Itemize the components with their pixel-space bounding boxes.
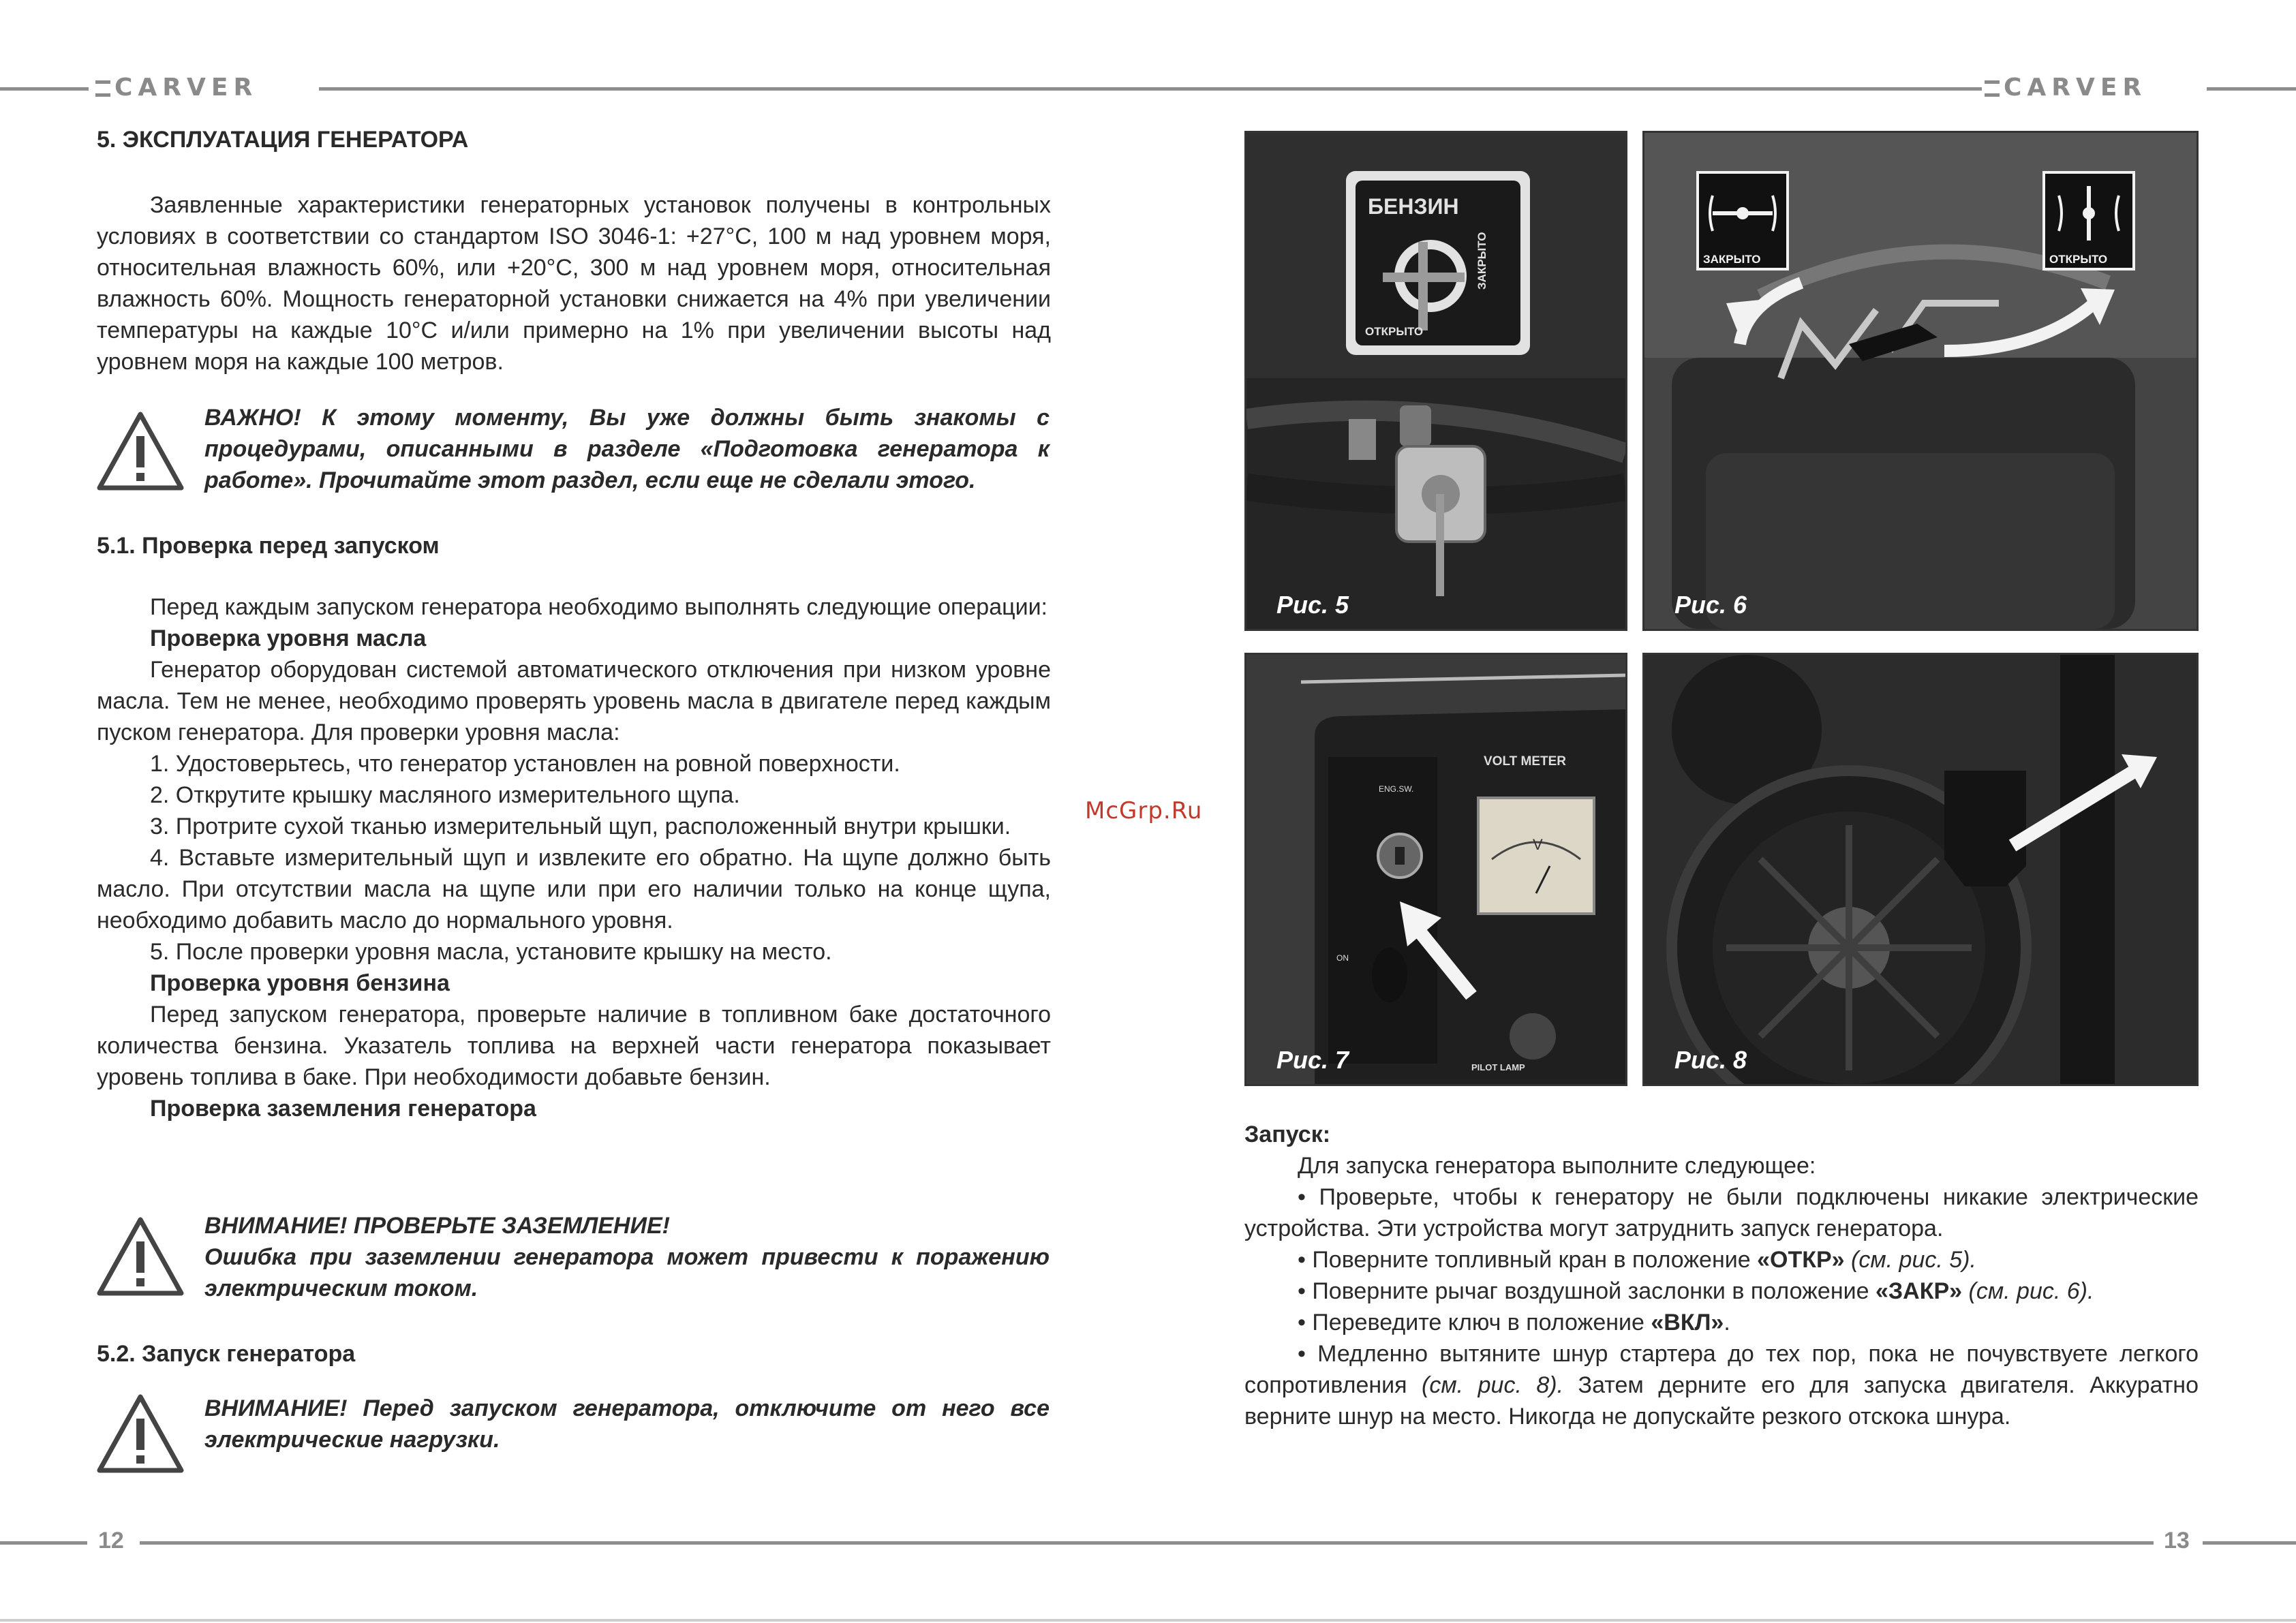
- footer-rule-left: [0, 1541, 87, 1545]
- warning-box-important: [95, 402, 1050, 504]
- fig6-label-left: ЗАКРЫТО: [1703, 253, 1761, 266]
- warning-text-loads: ВНИМАНИЕ! Перед запуском генератора, отключите от него все электрические нагрузки.: [204, 1395, 1050, 1453]
- oil-step: 2. Открутите крышку масляного измерительного щупа.: [150, 782, 740, 808]
- step-text: • Медленно вытяните шнур стартера до тех пор, пока не почувствуете легкого сопротивления: [1244, 1341, 2199, 1398]
- start-title: Запуск:: [1244, 1122, 1331, 1147]
- fig5-label-closed: ЗАКРЫТО: [1475, 232, 1488, 290]
- step-text: • Поверните рычаг воздушной заслонки в положение: [1298, 1278, 1876, 1304]
- figure-7-caption: Рис. 7: [1276, 1046, 1349, 1074]
- step-text: • Переведите ключ в положение: [1298, 1310, 1651, 1335]
- step-figure-ref: (см. рис. 6).: [1962, 1278, 2094, 1304]
- fig5-label-fuel: БЕНЗИН: [1368, 194, 1459, 219]
- start-step-devices: • Проверьте, чтобы к генератору не были подключены никакие электрические устройства. Эти устройства могут затруднить запуск генератора.: [1244, 1184, 2199, 1241]
- step-position: «ЗАКР»: [1875, 1278, 1963, 1304]
- site-watermark: McGrp.Ru: [1085, 797, 1203, 824]
- recoil-starter-photo: [1644, 655, 2196, 1084]
- start-step-key: [1244, 1307, 2199, 1338]
- footer-rule-right: [2203, 1541, 2296, 1545]
- warning-triangle-icon: [95, 1216, 185, 1297]
- step-text-end: Затем дерните его для запуска двигателя. Аккуратно верните шнур на место. Никогда не допускайте резкого отскока шнура.: [1244, 1372, 2199, 1429]
- fig6-label-right: ОТКРЫТО: [2049, 253, 2108, 266]
- header-rule-center: [319, 87, 1982, 91]
- brand-mark-icon: [95, 80, 110, 97]
- figure-6-choke-lever: [1642, 131, 2199, 631]
- brand-logo-left: [95, 74, 258, 102]
- oil-step: 3. Протрите сухой тканью измерительный щуп, расположенный внутри крышки.: [150, 814, 1011, 839]
- warning-triangle-icon: [95, 1393, 185, 1474]
- figure-6-caption: Рис. 6: [1674, 591, 1747, 619]
- fig7-volt-meter-label: VOLT METER: [1484, 754, 1567, 769]
- warning-box-loads: [95, 1393, 1050, 1481]
- step-figure-ref: (см. рис. 8).: [1422, 1372, 1564, 1398]
- fig7-on-label: ON: [1336, 953, 1349, 963]
- figure-8-recoil-starter: [1642, 653, 2199, 1086]
- ground-check-title: Проверка заземления генератора: [150, 1096, 536, 1122]
- fig7-pilot-lamp-label: PILOT LAMP: [1471, 1062, 1525, 1072]
- start-step-choke: [1244, 1276, 2199, 1307]
- section-title: 5. ЭКСПЛУАТАЦИЯ ГЕНЕРАТОРА: [97, 127, 469, 153]
- warning-grounding-line2: Ошибка при заземлении генератора может привести к поражению электрическим током.: [204, 1244, 1050, 1301]
- step-text-end: .: [1724, 1310, 1730, 1335]
- left-column-bottom: [97, 1338, 1051, 1370]
- subsection-title-5-2: 5.2. Запуск генератора: [97, 1341, 356, 1367]
- choke-lever-photo: [1644, 133, 2196, 629]
- fig7-meter-unit: V: [1533, 836, 1543, 853]
- figure-5-fuel-valve: [1244, 131, 1627, 631]
- figure-7-control-panel: [1244, 653, 1627, 1086]
- left-column-top: [97, 124, 1051, 377]
- fuel-check-title: Проверка уровня бензина: [150, 970, 450, 996]
- oil-check-text: Генератор оборудован системой автоматического отключения при низком уровне масла. Тем не менее, необходимо проверять уровень масла в двигателе перед каждым пуском генератора. Для проверки уровня масла:: [97, 657, 1051, 745]
- start-step-fuel-valve: [1244, 1244, 2199, 1276]
- header-rule-right: [2207, 87, 2296, 91]
- brand-mark-icon: [1985, 80, 2000, 97]
- fig7-switch-label: ENG.SW.: [1379, 784, 1414, 794]
- fuel-check-text: Перед запуском генератора, проверьте наличие в топливном баке достаточного количества бензина. Указатель топлива на верхней части генератора показывает уровень топлива в баке. При необходимости добавьте бензин.: [97, 1002, 1051, 1090]
- warning-triangle-icon: [95, 410, 185, 492]
- header-rule-left: [0, 87, 89, 91]
- figure-8-caption: Рис. 8: [1674, 1046, 1747, 1074]
- fig5-label-open: ОТКРЫТО: [1365, 325, 1424, 338]
- intro-paragraph: Заявленные характеристики генераторных установок получены в контрольных условиях в соответствии со стандартом ISO 3046-1: +27°С, 100 м над уровнем моря, относительная влажность 60%, или +20°С, 300 м над уровнем моря, относительная влажность 60%. Мощность генераторной установки снижается на 4% при увеличении температуры на каждые 10°С и/или примерно на 1% при увеличении высоты над уровнем моря на каждые 100 метров.: [97, 192, 1051, 375]
- start-intro: Для запуска генератора выполните следующее:: [1298, 1153, 1816, 1179]
- warning-box-grounding: [95, 1210, 1050, 1305]
- page-number-left: 12: [98, 1528, 124, 1554]
- left-column-mid: [97, 530, 1051, 1124]
- page-number-right: 13: [2164, 1528, 2190, 1554]
- oil-check-title: Проверка уровня масла: [150, 625, 427, 651]
- warning-text-important: ВАЖНО! К этому моменту, Вы уже должны быть знакомы с процедурами, описанными в разделе «Подготовка генератора к работе». Прочитайте этот раздел, если еще не сделали этого.: [204, 405, 1050, 493]
- step-text: • Поверните топливный кран в положение: [1298, 1247, 1758, 1273]
- oil-step: 1. Удостоверьтесь, что генератор установлен на ровной поверхности.: [150, 751, 900, 777]
- oil-step: 5. После проверки уровня масла, установите крышку на место.: [150, 939, 832, 965]
- brand-logo-right: [1985, 74, 2147, 102]
- control-panel-photo: [1246, 655, 1625, 1084]
- subsection-title-5-1: 5.1. Проверка перед запуском: [97, 533, 440, 559]
- footer-rule-center: [140, 1541, 2154, 1545]
- brand-name-right: CARVER: [2004, 74, 2147, 102]
- warning-text-grounding: [204, 1210, 1050, 1304]
- figure-5-caption: Рис. 5: [1276, 591, 1349, 619]
- oil-step: 4. Вставьте измерительный щуп и извлеките его обратно. На щупе должно быть масло. При отсутствии масла на щупе или при его наличии только на конце щупа, необходимо добавить масло до нормального уровня.: [97, 845, 1051, 933]
- brand-name-left: CARVER: [114, 74, 258, 102]
- page-bottom-edge: [0, 1619, 2296, 1622]
- step-figure-ref: (см. рис. 5).: [1844, 1247, 1976, 1273]
- start-step-pull-cord: [1244, 1338, 2199, 1432]
- step-position: «ОТКР»: [1757, 1247, 1845, 1273]
- step-position: «ВКЛ»: [1651, 1310, 1724, 1335]
- subsection-intro: Перед каждым запуском генератора необходимо выполнять следующие операции:: [150, 594, 1048, 620]
- warning-grounding-line1: ВНИМАНИЕ! ПРОВЕРЬТЕ ЗАЗЕМЛЕНИЕ!: [204, 1213, 670, 1239]
- right-column-text: [1244, 1119, 2199, 1432]
